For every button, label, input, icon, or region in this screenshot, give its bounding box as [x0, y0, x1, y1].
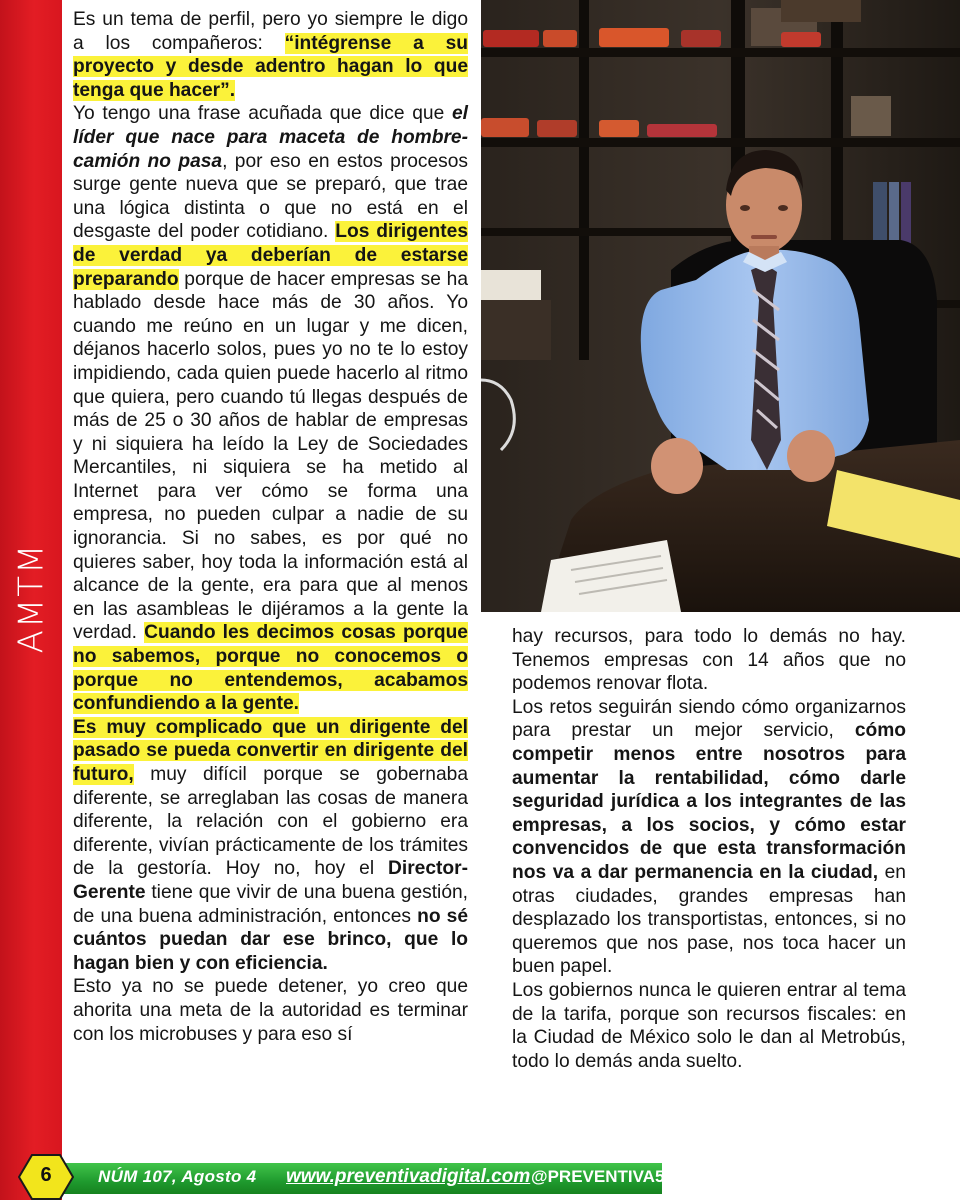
paragraph-intro: Es un tema de perfil, pero yo siempre le digo a los compañeros: “intégrense a su proyecto y desde adentro hagan lo que tenga que hacer”. — [73, 9, 468, 101]
page-number: 6 — [40, 1164, 52, 1186]
amtm-logo-text: AMTM — [11, 542, 52, 654]
page-number-badge — [18, 1153, 74, 1200]
highlight-leaders: Los dirigentes de verdad ya deberían de estarse preparando — [73, 221, 469, 290]
article-right-column — [512, 625, 906, 1073]
highlight-past-leaders: Es muy complicado que un dirigente del pasado se pueda convertir en dirigente del futuro, — [73, 716, 468, 785]
paragraph-challenges: Los retos seguirán siendo cómo organizarnos para prestar un mejor servicio, cómo competir menos entre nosotros para aumentar la rentabilidad, cómo darle seguridad jurídica a los integrantes de las empresas, a los socios, y cómo estar convencidos de que esta transformación nos va a dar permanencia en la ciudad, en otras ciudades, grandes empresas han desplazado los transportistas, entonces, si no queremos que nos pase, nos toca hacer un buen papel. — [512, 696, 906, 978]
paragraph-microbuses: Esto ya no se puede detener, yo creo que ahorita una meta de la autoridad es terminar con los microbuses y para eso sí — [73, 976, 468, 1045]
bold-director-gerente: Director-Gerente — [73, 858, 468, 903]
emphasis-phrase: el líder que nace para maceta de hombre-camión no pasa — [73, 103, 468, 172]
issue-label: NÚM 107, Agosto 4 — [98, 1167, 257, 1186]
paragraph-resources: hay recursos, para todo lo demás no hay. Tenemos empresas con 14 años que no podemos renovar flota. — [512, 626, 906, 695]
amtm-logo — [8, 528, 54, 668]
bold-challenges: cómo competir menos entre nosotros para aumentar la rentabilidad, cómo darle seguridad jurídica a los integrantes de las empresas, a los socios, y cómo estar convencidos de que esta transformación nos va a dar permanencia en la ciudad, — [512, 720, 906, 883]
page-footer — [0, 1151, 960, 1200]
paragraph-past-leaders: Es muy complicado que un dirigente del pasado se pueda convertir en dirigente del futuro, muy difícil porque se gobernaba diferente, se arreglaban las cosas de manera diferente, la relación con el gobierno era diferente, vivían prácticamente de los trámites de la gestoría. Hoy no, hoy el Director-Gerente tiene que vivir de una buena gestión, de una buena administración, entonces no sé cuántos puedan dar ese brinco, que lo hagan bien y con eficiencia. — [73, 716, 468, 974]
interview-photo — [481, 0, 960, 612]
website-link[interactable]: www.preventivadigital.com — [286, 1166, 531, 1187]
paragraph-leader-phrase: Yo tengo una frase acuñada que dice que el líder que nace para maceta de hombre-camión no pasa, por eso en estos procesos surge gente nueva que se preparó, que trae una lógica distinta o que no está en el desgaste del poder cotidiano. Los dirigentes de verdad ya deberían de estarse preparando porque de hacer empresas se ha hablado desde hace más de 30 años. Yo cuando me reúno en un lugar y me dicen, déjanos hacerlo solos, pues yo no te lo estoy impidiendo, cada quien puede hacerlo al ritmo que quiera, pero cuando tú llegas después de más de 25 o 30 años de hablar de empresas y ni siquiera ha leído la Ley de Sociedades Mercantiles, ni siquiera se ha metido al Internet para ver cómo se forma una empresa, no pueden culpar a nadie de su ignorancia. Si no sabes, es por qué no quieres saber, hoy toda la información está al alcance de la gente, era para que al menos en las asambleas le dijéramos a la gente la verdad. Cuando les decimos cosas porque no sabemos, porque no conocemos o porque no entendemos, acabamos confundiendo a la gente. — [73, 103, 469, 715]
highlight-quote: “intégrense a su proyecto y desde adentro hagan lo que tenga que hacer”. — [73, 32, 468, 101]
paragraph-tariff: Los gobiernos nunca le quieren entrar al tema de la tarifa, porque son recursos fiscales: en la Ciudad de México solo le dan al Metrobús, todo lo demás anda suelto. — [512, 979, 906, 1072]
bold-efficiency: no sé cuántos puedan dar ese brinco, que lo hagan bien y con eficiencia. — [73, 905, 468, 974]
article-left-column — [73, 8, 468, 1046]
social-handle[interactable]: @PREVENTIVA50 — [531, 1167, 674, 1186]
highlight-confusion: Cuando les decimos cosas porque no sabemos, porque no conocemos o porque no entendemos, acabamos confundiendo a la gente. — [73, 622, 468, 715]
